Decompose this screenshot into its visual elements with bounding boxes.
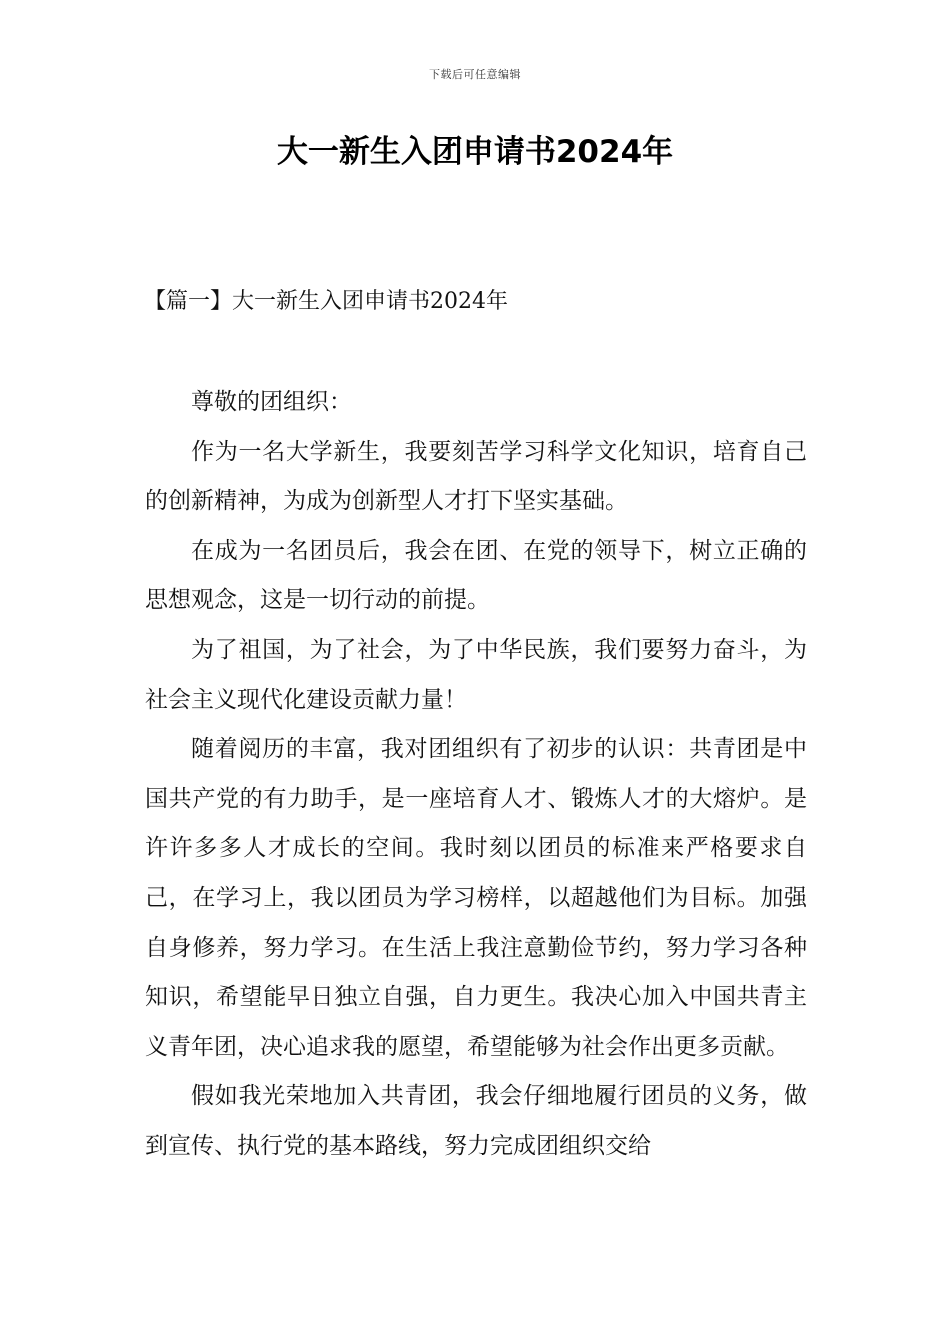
letter-body [145, 378, 807, 1172]
body-paragraph: 假如我光荣地加入共青团，我会仔细地履行团员的义务，做到宣传、执行党的基本路线，努力完成团组织交给 [145, 1083, 807, 1159]
document-title: 大一新生入团申请书2024年 [276, 134, 674, 170]
body-paragraph: 随着阅历的丰富，我对团组织有了初步的认识：共青团是中国共产党的有力助手，是一座培育人才、锻炼人才的大熔炉。是许许多多人才成长的空间。我时刻以团员的标准来严格要求自己，在学习上，我以团员为学习榜样，以超越他们为目标。加强自身修养，努力学习。在生活上我注意勤俭节约，努力学习各种知识，希望能早日独立自强，自力更生。我决心加入中国共青主义青年团，决心追求我的愿望，希望能够为社会作出更多贡献。 [145, 736, 807, 1060]
salutation: 尊敬的团组织： [191, 389, 352, 415]
header-note: 下载后可任意编辑 [429, 68, 521, 81]
body-paragraph: 为了祖国，为了社会，为了中华民族，我们要努力奋斗，为社会主义现代化建设贡献力量！ [145, 636, 807, 713]
section-heading: 【篇一】大一新生入团申请书2024年 [144, 289, 508, 314]
body-paragraph: 作为一名大学新生，我要刻苦学习科学文化知识，培育自己的创新精神，为成为创新型人才打下坚实基础。 [145, 438, 807, 515]
body-paragraph: 在成为一名团员后，我会在团、在党的领导下，树立正确的思想观念，这是一切行动的前提。 [145, 537, 807, 614]
